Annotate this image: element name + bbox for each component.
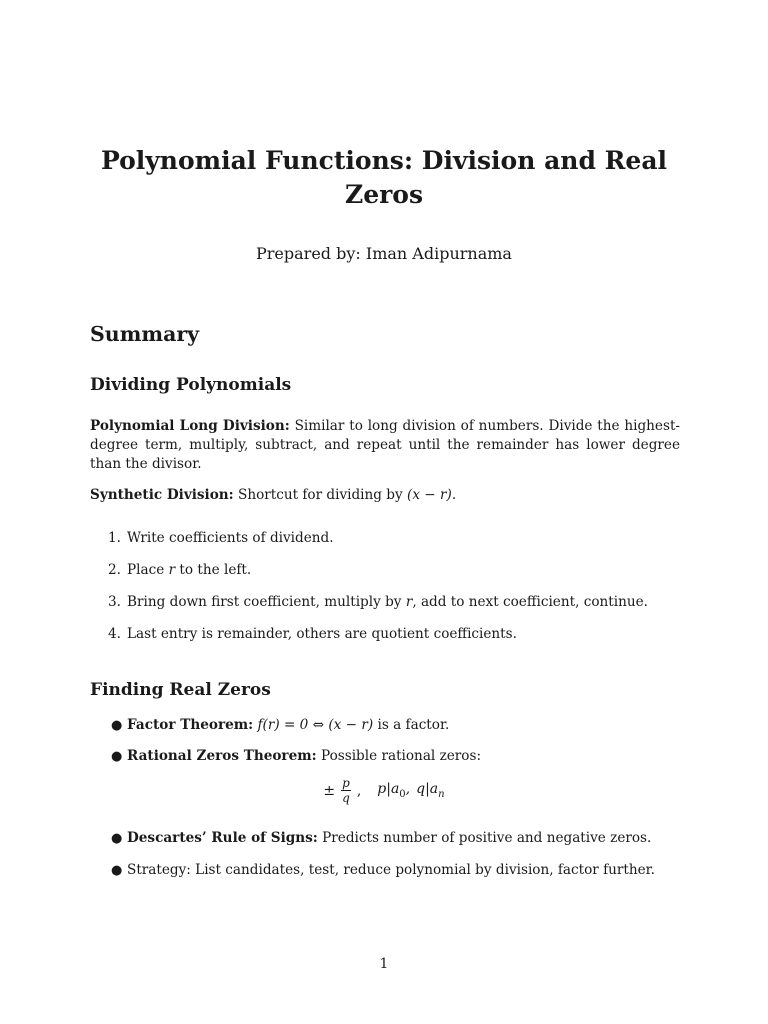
fraction-numerator: p: [342, 776, 350, 790]
factor-theorem-label: Factor Theorem:: [127, 717, 254, 733]
page-number: 1: [379, 956, 389, 972]
fraction-denominator: q: [342, 791, 350, 805]
step-text: Last entry is remainder, others are quotient coefficients.: [127, 626, 517, 642]
author-line: Prepared by: Iman Adipurnama: [256, 244, 512, 263]
bullet-icon: ●: [111, 718, 123, 733]
step-text: Write coefficients of dividend.: [127, 530, 334, 546]
list-item: [111, 747, 687, 766]
bullet-icon: ●: [111, 863, 123, 878]
step-variable: r: [405, 594, 413, 610]
summary-heading: Summary: [90, 322, 200, 346]
strategy-text: Strategy: List candidates, test, reduce polynomial by division, factor further.: [127, 862, 655, 878]
long-division-label: Polynomial Long Division:: [90, 418, 290, 434]
step-item: [108, 561, 687, 580]
long-division-text: Similar to long division of numbers. Divide the highest-degree term, multiply, subtract, and repeat until the remainder has lower degree than the divisor.: [90, 418, 680, 472]
condition-q: $q|a_n$: [416, 781, 445, 800]
rational-zeros-label: Rational Zeros Theorem:: [127, 748, 317, 764]
fraction: [341, 776, 351, 805]
step-text: Bring down first coefficient, multiply by: [127, 594, 402, 610]
step-text: , add to next coefficient, continue.: [412, 594, 648, 610]
synthetic-division-text: Shortcut for dividing by: [238, 487, 403, 503]
rational-zeros-text: Possible rational zeros:: [320, 748, 482, 764]
condition-p: $p|a_0$,: [377, 781, 411, 800]
step-number: 3.: [108, 594, 121, 610]
step-number: 2.: [108, 562, 121, 578]
step-text: Place: [127, 562, 165, 578]
formula-comma: ,: [356, 782, 362, 799]
list-item: [111, 829, 687, 848]
step-item: [108, 625, 687, 644]
factor-theorem-expr: f(r) = 0 ⇔ (x − r): [257, 717, 374, 733]
list-item: [111, 861, 687, 880]
step-item: [108, 593, 687, 612]
dividing-polynomials-heading: Dividing Polynomials: [90, 375, 292, 395]
step-number: 1.: [108, 530, 121, 546]
step-number: 4.: [108, 626, 121, 642]
rational-zeros-formula: [90, 776, 678, 814]
document-title: Polynomial Functions: Division and Real Zeros: [100, 146, 668, 209]
list-item: [111, 716, 687, 735]
finding-real-zeros-heading: Finding Real Zeros: [90, 680, 271, 700]
step-text: to the left.: [179, 562, 252, 578]
factor-theorem-text: is a factor.: [377, 717, 450, 733]
plus-minus-sign: ±: [323, 782, 336, 799]
synthetic-division-paragraph: Synthetic Division: Shortcut for dividing by (x − r).: [90, 487, 457, 503]
synthetic-division-expr: (x − r): [407, 487, 452, 503]
step-variable: r: [168, 562, 176, 578]
bullet-icon: ●: [111, 831, 123, 846]
descartes-label: Descartes’ Rule of Signs:: [127, 830, 318, 846]
long-division-paragraph: [90, 417, 680, 474]
synthetic-division-label: Synthetic Division:: [90, 487, 234, 503]
step-item: [108, 529, 687, 548]
descartes-text: Predicts number of positive and negative zeros.: [322, 830, 652, 846]
bullet-icon: ●: [111, 749, 123, 764]
